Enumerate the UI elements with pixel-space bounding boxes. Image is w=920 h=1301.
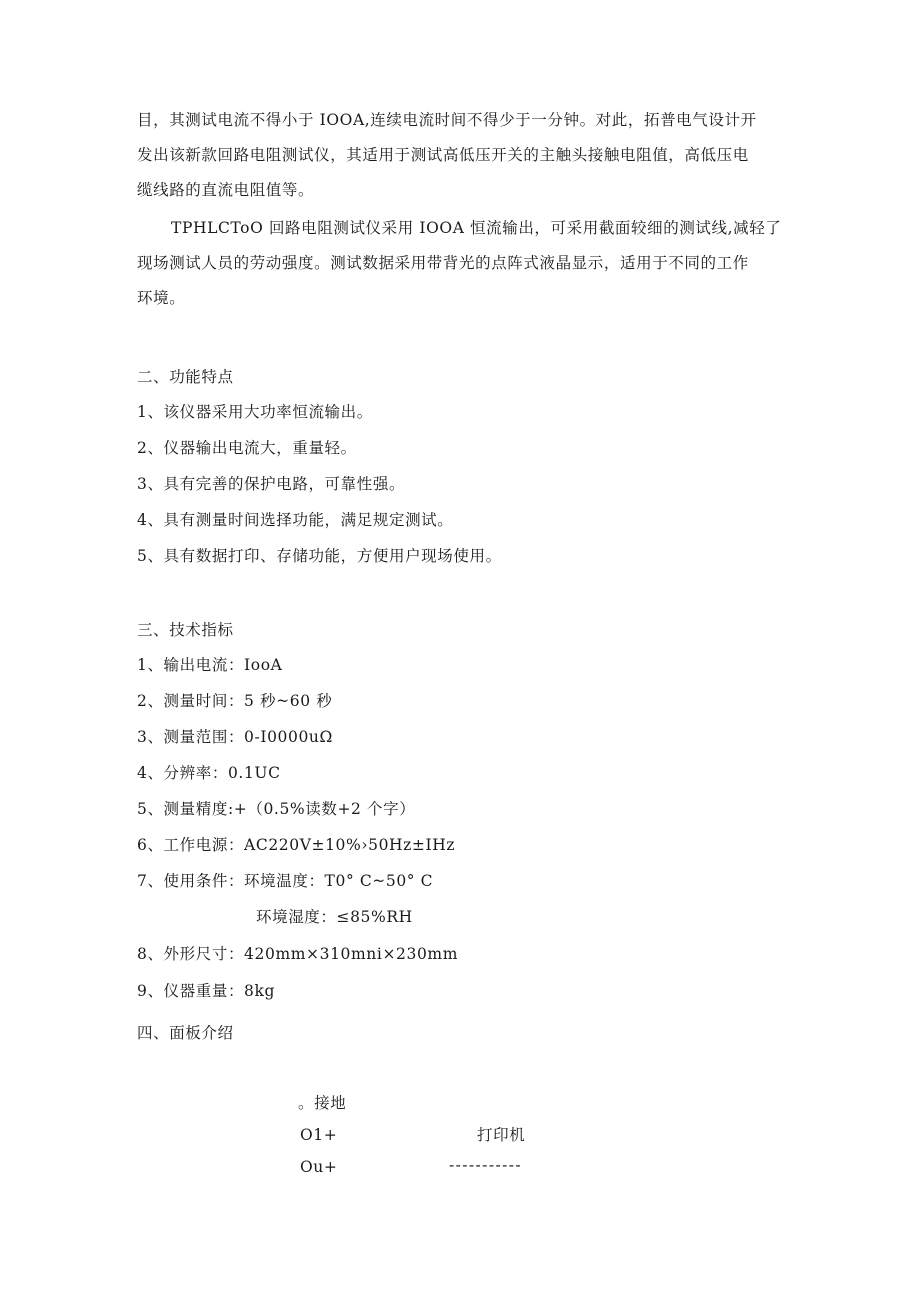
panel-label-o1: O1+ (300, 1126, 338, 1144)
text-line: 缆线路的直流电阻值等。 (137, 181, 315, 199)
intro-paragraph-2 (137, 211, 787, 316)
text-line: 环境。 (137, 289, 186, 307)
spec-item: 9、仪器重量：8kg (137, 982, 276, 1000)
feature-item: 3、具有完善的保护电路，可靠性强。 (137, 475, 406, 493)
feature-item: 2、仪器输出电流大，重量轻。 (137, 439, 357, 457)
spec-item: 3、测量范围：0-I0000uΩ (137, 728, 333, 746)
text-line: 目，其测试电流不得小于 IOOA,连续电流时间不得少于一分钟。对此，拓普电气设计开 (137, 111, 757, 129)
text-line: TPHLCToO 回路电阻测试仪采用 IOOA 恒流输出，可采用截面较细的测试线,减轻了 (171, 219, 782, 237)
spec-item: 2、测量时间：5 秒~60 秒 (137, 692, 333, 710)
feature-item: 5、具有数据打印、存储功能，方便用户现场使用。 (137, 547, 502, 565)
panel-label-ground: 。接地 (298, 1094, 347, 1112)
intro-paragraph-1 (137, 103, 787, 208)
section-heading-specs: 三、技术指标 (137, 621, 234, 639)
feature-item: 1、该仪器采用大功率恒流输出。 (137, 403, 373, 421)
section-heading-panel: 四、面板介绍 (137, 1024, 234, 1042)
text-line: 发出该新款回路电阻测试仪，其适用于测试高低压开关的主触头接触电阻值，高低压电 (137, 146, 749, 164)
panel-dashed-line: ----------- (449, 1156, 523, 1174)
panel-label-printer: 打印机 (477, 1126, 526, 1144)
spec-item-humidity: 环境湿度：≤85%RH (256, 908, 413, 926)
feature-item: 4、具有测量时间选择功能，满足规定测试。 (137, 511, 454, 529)
spec-item: 4、分辨率：0.1UC (137, 764, 281, 782)
spec-item: 6、工作电源：AC220V±10%›50Hz±IHz (137, 836, 456, 854)
spec-item: 1、输出电流：IooA (137, 656, 283, 674)
section-heading-features: 二、功能特点 (137, 368, 234, 386)
panel-label-ou: Ou+ (300, 1158, 338, 1176)
spec-item: 8、外形尺寸：420mm×310mni×230mm (137, 945, 459, 963)
spec-item: 5、测量精度:+（0.5%读数+2 个字） (137, 800, 416, 818)
spec-item: 7、使用条件：环境温度：T0° C~50° C (137, 872, 434, 890)
text-line: 现场测试人员的劳动强度。测试数据采用带背光的点阵式液晶显示，适用于不同的工作 (137, 254, 749, 272)
